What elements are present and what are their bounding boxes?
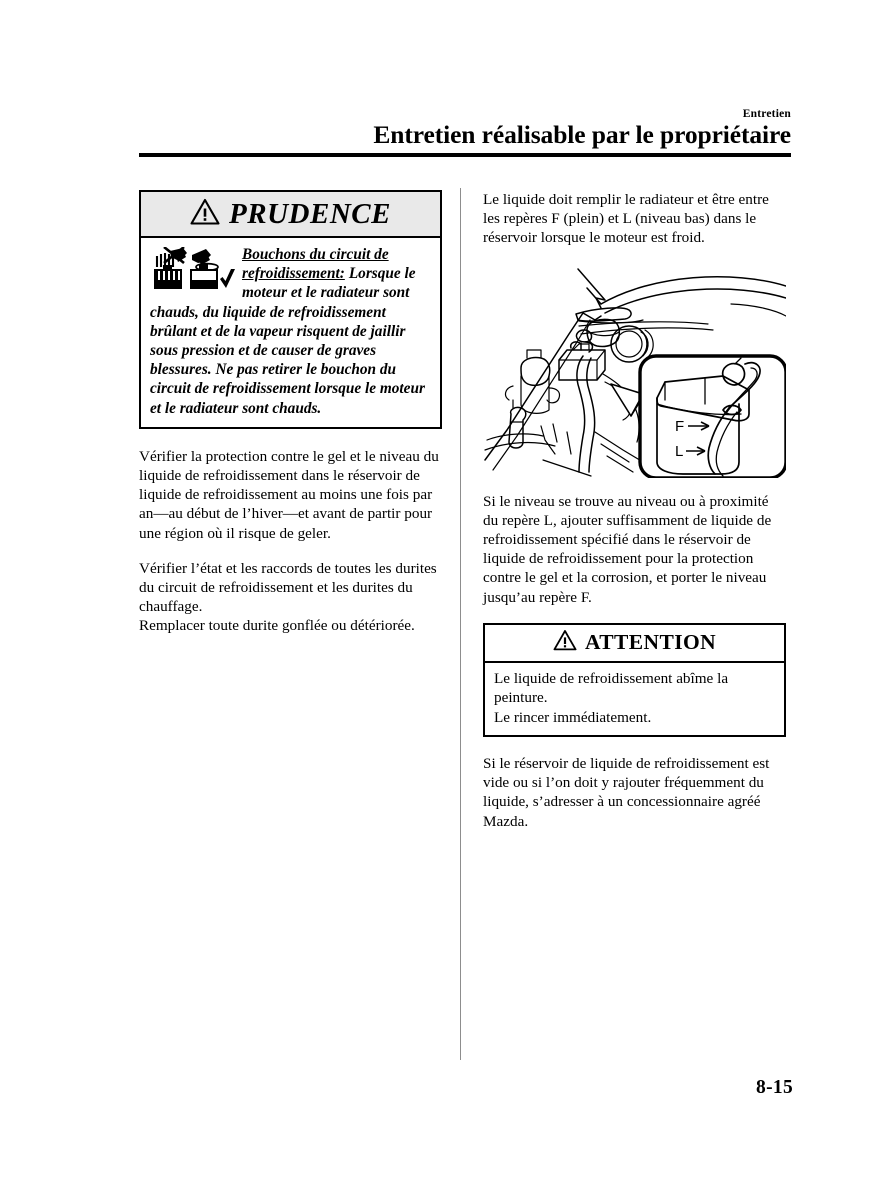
column-divider [460, 188, 461, 1060]
prudence-body-text: Lorsque le moteur et le radiateur sont chauds, du liquide de refroidissement brûlant et de la vapeur risquent de jaillir sous pression et de causer de graves blessures. Ne pas retirer le bouchon du circuit de refroidissement lorsque le moteur et le radiateur sont chauds. [150, 265, 425, 417]
right-paragraph-3: Si le réservoir de liquide de refroidissement est vide ou si l’on doit y rajouter fréquemment du liquide, s’adresser à un concessionnaire agréé Mazda. [483, 755, 770, 830]
left-paragraph-3: Remplacer toute durite gonflée ou détériorée. [139, 617, 415, 635]
attention-line-1: Le liquide de refroidissement abîme la peinture. [494, 669, 729, 707]
coolant-cap-pictograms [150, 247, 236, 293]
prudence-title: PRUDENCE [229, 197, 391, 230]
inset-label-full: F [675, 417, 685, 435]
right-paragraph-2: Si le niveau se trouve au niveau ou à proximité du repère L, ajouter suffisamment de liquide de refroidissement spécifié dans le réservoir de liquide de refroidissement pour la protection contre le gel et la corrosion, et porter le niveau jusqu’au repère F. [483, 492, 772, 606]
right-paragraph-1: Le liquide doit remplir le radiateur et être entre les repères F (plein) et L (niveau bas) dans le réservoir lorsque le moteur est froid. [483, 191, 769, 247]
prudence-warning-box [139, 190, 442, 429]
engine-bay-coolant-reservoir-illustration [483, 264, 786, 478]
prudence-warning-header [141, 192, 440, 238]
warning-triangle-icon [190, 198, 220, 230]
page-title: Entretien réalisable par le propriétaire [373, 120, 791, 149]
left-paragraph-2: Vérifier l’état et les raccords de toutes les durites du circuit de refroidissement et les durites du chauffage. [139, 559, 437, 616]
attention-caution-box [483, 623, 786, 737]
warning-triangle-icon [553, 629, 577, 656]
attention-caution-body [485, 663, 784, 735]
left-paragraph-1: Vérifier la protection contre le gel et le niveau du liquide de refroidissement dans le réservoir de liquide de refroidissement au moins une fois par an—au début de l’hiver—et avant de partir pour une région où il risque de geler. [139, 447, 439, 542]
prudence-warning-body [141, 238, 440, 427]
right-column [483, 190, 786, 847]
left-column [139, 190, 442, 652]
title-rule [139, 153, 791, 157]
prudence-lead-text: Bouchons du circuit de refroidissement: [242, 246, 389, 283]
attention-title: ATTENTION [584, 630, 717, 655]
attention-line-2: Le rincer immédiatement. [494, 708, 652, 726]
attention-caution-header [485, 625, 784, 663]
page-number: 8-15 [756, 1077, 793, 1098]
inset-label-low: L [675, 442, 684, 460]
section-kicker: Entretien [742, 108, 791, 120]
